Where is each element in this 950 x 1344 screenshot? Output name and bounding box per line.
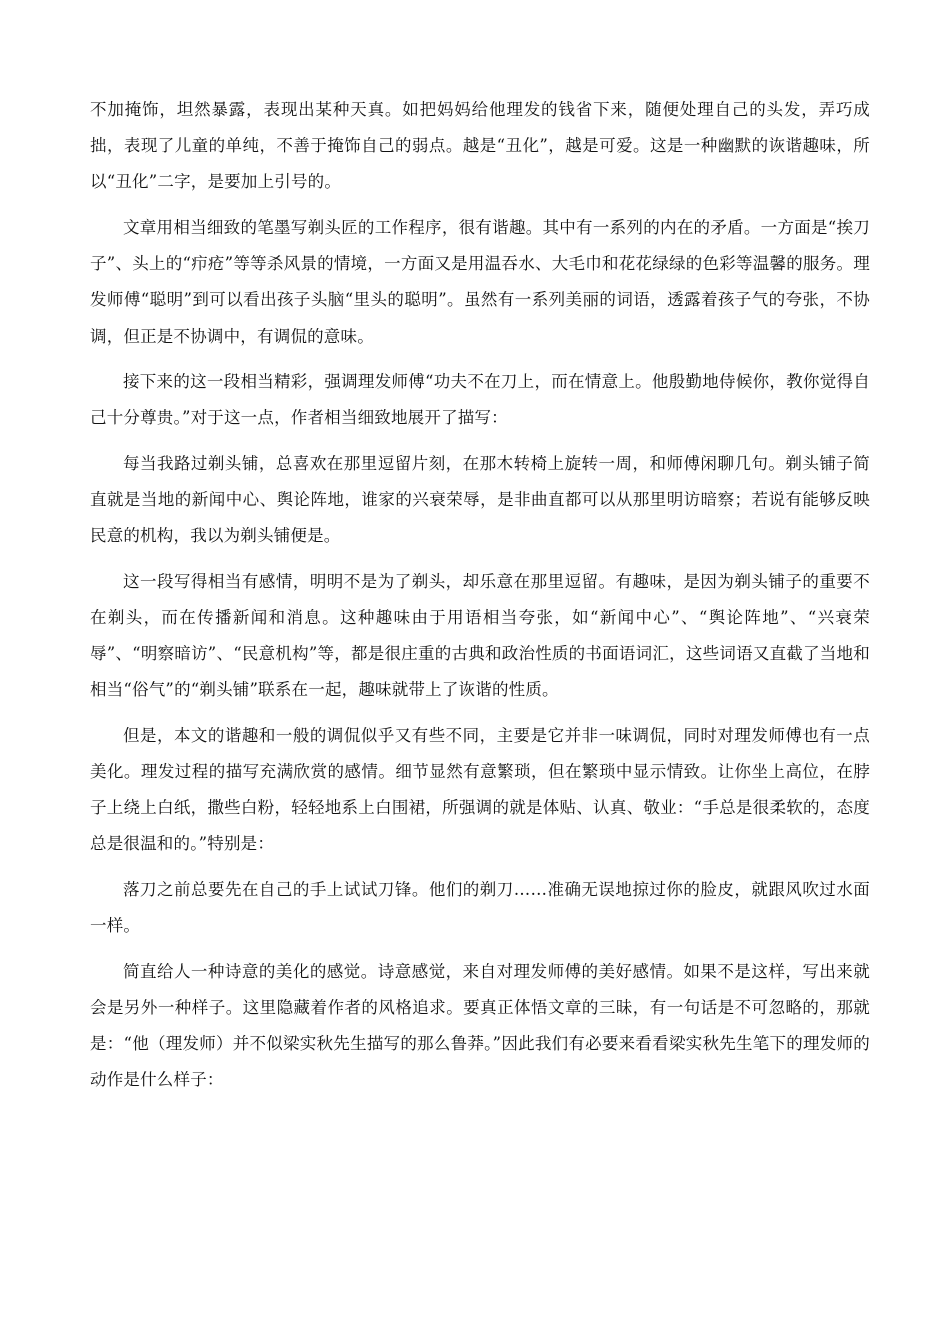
quote-paragraph-barbershop: 每当我路过剃头铺，总喜欢在那里逗留片刻，在那木转椅上旋转一周，和师傅闲聊几句。剃头铺子简直就是当地的新闻中心、舆论阵地，谁家的兴衰荣辱，是非曲直都可以从那里明访暗察；若说有能够反映民意的机构，我以为剃头铺便是。 xyxy=(90,453,870,546)
paragraph-3: 接下来的这一段相当精彩，强调理发师傅“功夫不在刀上，而在情意上。他殷勤地侍候你，教你觉得自己十分尊贵。”对于这一点，作者相当细致地展开了描写： xyxy=(90,372,870,428)
quote-paragraph-razor: 落刀之前总要先在自己的手上试试刀锋。他们的剃刀……准确无误地掠过你的脸皮，就跟风吹过水面一样。 xyxy=(90,879,870,936)
paragraph-8: 简直给人一种诗意的美化的感觉。诗意感觉，来自对理发师傅的美好感情。如果不是这样，写出来就会是另外一种样子。这里隐藏着作者的风格追求。要真正体悟文章的三昧，有一句话是不可忽略的，那就是：“他（理发师）并不似梁实秋先生描写的那么鲁莽。”因此我们有必要来看看梁实秋先生笔下的理发师的动作是什么样子： xyxy=(90,961,870,1090)
paragraph-2: 文章用相当细致的笔墨写剃头匠的工作程序，很有谐趣。其中有一系列的内在的矛盾。一方面是“挨刀子”、头上的“疖疮”等等杀风景的情境，一方面又是用温吞水、大毛巾和花花绿绿的色彩等温馨的服务。理发师傅“聪明”到可以看出孩子头脑“里头的聪明”。虽然有一系列美丽的词语，透露着孩子气的夸张，不协调，但正是不协调中，有调侃的意味。 xyxy=(90,217,870,346)
paragraph-5: 这一段写得相当有感情，明明不是为了剃头，却乐意在那里逗留。有趣味，是因为剃头铺子的重要不在剃头，而在传播新闻和消息。这种趣味由于用语相当夸张，如“新闻中心”、“舆论阵地”、“兴衰荣辱”、“明察暗访”、“民意机构”等，都是很庄重的古典和政治性质的书面语词汇，这些词语又直截了当地和相当“俗气”的“剃头铺”联系在一起，趣味就带上了诙谐的性质。 xyxy=(90,571,870,700)
paragraph-1: 不加掩饰，坦然暴露，表现出某种天真。如把妈妈给他理发的钱省下来，随便处理自己的头发，弄巧成拙，表现了儿童的单纯，不善于掩饰自己的弱点。越是“丑化”，越是可爱。这是一种幽默的诙谐趣味，所以“丑化”二字，是要加上引号的。 xyxy=(90,100,870,192)
document-body xyxy=(90,92,870,1098)
paragraph-6: 但是，本文的谐趣和一般的调侃似乎又有些不同，主要是它并非一味调侃，同时对理发师傅也有一点美化。理发过程的描写充满欣赏的感情。细节显然有意繁琐，但在繁琐中显示情致。让你坐上高位，在脖子上绕上白纸，撒些白粉，轻轻地系上白围裙，所强调的就是体贴、认真、敬业：“手总是很柔软的，态度总是很温和的。”特别是： xyxy=(90,725,870,854)
